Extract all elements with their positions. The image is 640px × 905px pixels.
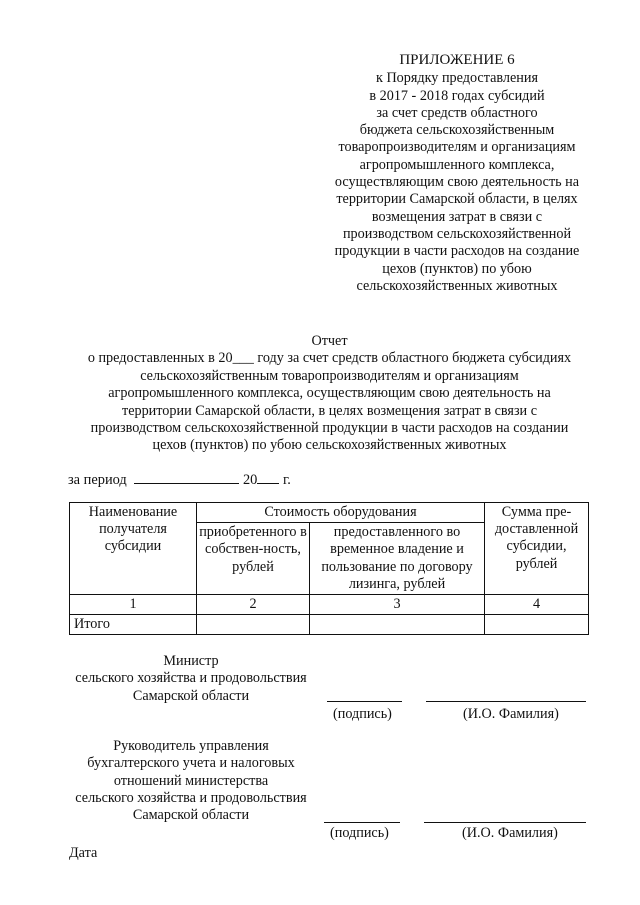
signer-title-line: сельского хозяйства и продовольствия — [75, 670, 307, 687]
column-number: 2 — [197, 595, 310, 615]
appendix-header — [318, 52, 596, 295]
report-title-line: цехов (пунктов) по убою сельскохозяйственных животных — [152, 437, 507, 454]
col-equipment-cost-header: Стоимость оборудования — [197, 503, 485, 523]
name-caption: (И.О. Фамилия) — [463, 706, 559, 722]
report-title-line: сельскохозяйственным товаропроизводителям и организациям — [140, 367, 519, 384]
col-subsidy-sum-header: Сумма пре-доставленной субсидии, рублей — [485, 503, 589, 595]
column-number: 4 — [485, 595, 589, 615]
total-cell — [485, 615, 589, 635]
total-row — [70, 615, 589, 635]
total-label: Итого — [70, 615, 197, 635]
col-recipient-header: Наименование получателя субсидии — [70, 503, 197, 595]
report-heading: Отчет — [311, 333, 348, 349]
appendix-heading: ПРИЛОЖЕНИЕ 6 — [399, 52, 515, 68]
appendix-line: товаропроизводителям и организациям — [338, 139, 576, 156]
col-owned-header: приобретенного в собствен-ность, рублей — [197, 523, 310, 595]
period-label: за период — [68, 472, 127, 488]
report-title-line: о предоставленных в 20___ году за счет средств областного бюджета субсидиях — [87, 350, 572, 367]
report-title-line: производством сельскохозяйственной продукции в части расходов на создании — [90, 420, 569, 437]
name-caption: (И.О. Фамилия) — [462, 825, 558, 841]
appendix-line: сельскохозяйственных животных — [356, 277, 558, 294]
signer-title-line: бухгалтерского учета и налоговых — [87, 755, 295, 772]
report-title-line: территории Самарской области, в целях возмещения затрат в связи с — [122, 402, 537, 419]
appendix-line: осуществляющим свою деятельность на — [334, 174, 580, 191]
appendix-line: бюджета сельскохозяйственным — [359, 122, 555, 139]
signature-caption: (подпись) — [330, 825, 389, 841]
appendix-line: производством сельскохозяйственной — [342, 225, 572, 242]
appendix-line: цехов (пунктов) по убою — [382, 260, 532, 277]
period-year-prefix: 20 — [242, 472, 258, 488]
period-year-blank — [257, 471, 279, 484]
total-cell — [310, 615, 485, 635]
total-cell — [197, 615, 310, 635]
report-title — [52, 333, 607, 455]
column-number: 1 — [70, 595, 197, 615]
appendix-line: агропромышленного комплекса, — [359, 156, 555, 173]
period-line — [68, 471, 291, 489]
report-title-line: агропромышленного комплекса, осуществляющим свою деятельность на — [108, 385, 551, 402]
name-line — [426, 701, 586, 702]
signer-title-line: отношений министерства — [113, 772, 269, 789]
column-number-row — [70, 595, 589, 615]
signer-title-line: сельского хозяйства и продовольствия — [75, 789, 307, 806]
appendix-line: возмещения затрат в связи с — [371, 208, 543, 225]
report-table — [69, 502, 589, 635]
appendix-line: территории Самарской области, в целях — [336, 191, 578, 208]
column-number: 3 — [310, 595, 485, 615]
signature-caption: (подпись) — [333, 706, 392, 722]
name-line — [424, 822, 586, 823]
signer-title-line: Самарской области — [132, 807, 250, 824]
signature-line — [327, 701, 402, 702]
appendix-line: за счет средств областного — [376, 104, 538, 121]
appendix-line: продукции в части расходов на создание — [334, 243, 580, 260]
appendix-line: к Порядку предоставления — [376, 70, 538, 87]
appendix-line: в 2017 - 2018 годах субсидий — [369, 87, 545, 104]
signer-title-line: Министр — [163, 653, 219, 669]
period-blank — [134, 471, 239, 484]
col-leased-header: предоставленного во временное владение и пользование по договору лизинга, рублей — [310, 523, 485, 595]
accounting-head-signature-block — [60, 738, 322, 824]
date-label: Дата — [69, 845, 98, 861]
signer-title-line: Самарской области — [132, 687, 250, 704]
signature-line — [324, 822, 400, 823]
minister-signature-block — [60, 653, 322, 705]
period-year-suffix: г. — [282, 472, 291, 488]
signer-title-line: Руководитель управления — [113, 738, 269, 754]
